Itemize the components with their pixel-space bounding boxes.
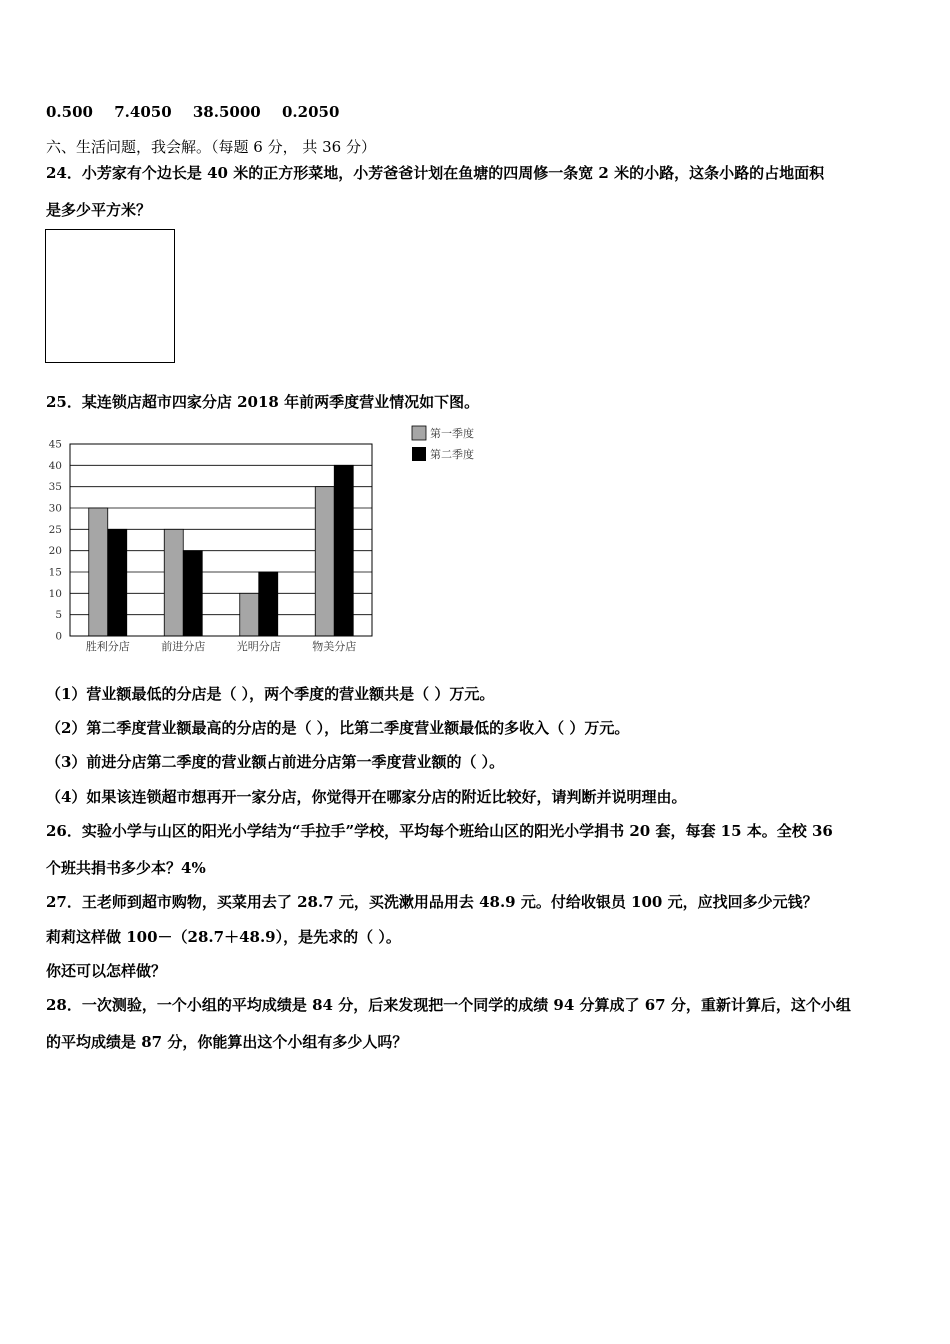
- q24-text-line1: 24．小芳家有个边长是 40 米的正方形菜地，小芳爸爸计划在鱼塘的四周修一条宽 2 米的小路，这条小路的占地面积: [46, 164, 825, 182]
- legend-swatch-q2: [412, 447, 426, 461]
- bar-1-3: [240, 593, 259, 636]
- y-tick-label: 35: [48, 481, 62, 494]
- bar-1-2: [164, 529, 183, 636]
- y-tick-label: 5: [55, 609, 62, 622]
- y-tick-label: 25: [48, 523, 62, 536]
- q25-sub3: （3）前进分店第二季度的营业额占前进分店第一季度营业额的（ ）。: [46, 753, 505, 771]
- q28-text-line2: 的平均成绩是 87 分，你能算出这个小组有多少人吗？: [46, 1033, 408, 1051]
- q24-text-line2: 是多少平方米？: [46, 201, 152, 219]
- y-tick-label: 10: [48, 587, 62, 600]
- q28-text-line1: 28．一次测验，一个小组的平均成绩是 84 分，后来发现把一个同学的成绩 94 分算成了 67 分，重新计算后，这个小组: [46, 996, 851, 1014]
- y-tick-label: 0: [55, 630, 62, 643]
- bar-2-2: [183, 551, 202, 636]
- bar-1-4: [315, 487, 334, 636]
- answer-value: 38.5000: [192, 103, 261, 121]
- answers-line: [46, 103, 355, 121]
- q27-text-line2: 莉莉这样做 100－（28.7＋48.9），是先求的（ ）。: [46, 928, 401, 946]
- legend-label-q2: 第二季度: [430, 448, 474, 461]
- x-category-label: 胜利分店: [85, 640, 130, 653]
- x-category-label: 光明分店: [236, 640, 281, 653]
- legend-swatch-q1: [412, 426, 426, 440]
- q26-text-line2: 个班共捐书多少本？4%: [46, 859, 206, 877]
- bar-2-3: [259, 572, 278, 636]
- answer-value: 7.4050: [114, 103, 172, 121]
- q27-text-line1: 27．王老师到超市购物，买菜用去了 28.7 元，买洗漱用品用去 48.9 元。付给收银员 100 元，应找回多少元钱？: [46, 893, 818, 911]
- bar-chart: [40, 422, 500, 662]
- square-field-diagram: [45, 229, 175, 363]
- y-tick-label: 15: [48, 566, 62, 579]
- bar-1-1: [89, 508, 108, 636]
- y-tick-label: 20: [48, 545, 62, 558]
- x-category-label: 前进分店: [161, 640, 206, 653]
- answer-value: 0.2050: [281, 103, 340, 121]
- bar-2-4: [334, 465, 353, 636]
- y-tick-label: 40: [48, 459, 62, 472]
- q25-sub4: （4）如果该连锁超市想再开一家分店，你觉得开在哪家分店的附近比较好，请判断并说明理由。: [46, 788, 687, 806]
- y-tick-label: 30: [48, 502, 62, 515]
- chart-legend: [412, 426, 474, 461]
- y-axis-ticks: [49, 439, 62, 643]
- q26-text-line1: 26．实验小学与山区的阳光小学结为“手拉手”学校，平均每个班给山区的阳光小学捐书 20 套，每套 15 本。全校 36: [46, 822, 833, 840]
- x-axis-labels: [86, 639, 357, 653]
- y-tick-label: 45: [48, 438, 62, 451]
- legend-label-q1: 第一季度: [430, 427, 474, 440]
- q25-sub2: （2）第二季度营业额最高的分店的是（ ），比第二季度营业额最低的多收入（ ）万元。: [46, 719, 630, 737]
- q25-sub1: （1）营业额最低的分店是（ ），两个季度的营业额共是（ ）万元。: [46, 685, 495, 703]
- section-heading: 六、生活问题，我会解。（每题 6 分， 共 36 分）: [46, 138, 376, 156]
- x-category-label: 物美分店: [312, 640, 357, 653]
- q27-text-line3: 你还可以怎样做？: [46, 962, 167, 980]
- bar-2-1: [108, 529, 127, 636]
- q25-title: 25．某连锁店超市四家分店 2018 年前两季度营业情况如下图。: [46, 393, 480, 411]
- answer-value: 0.500: [46, 103, 93, 121]
